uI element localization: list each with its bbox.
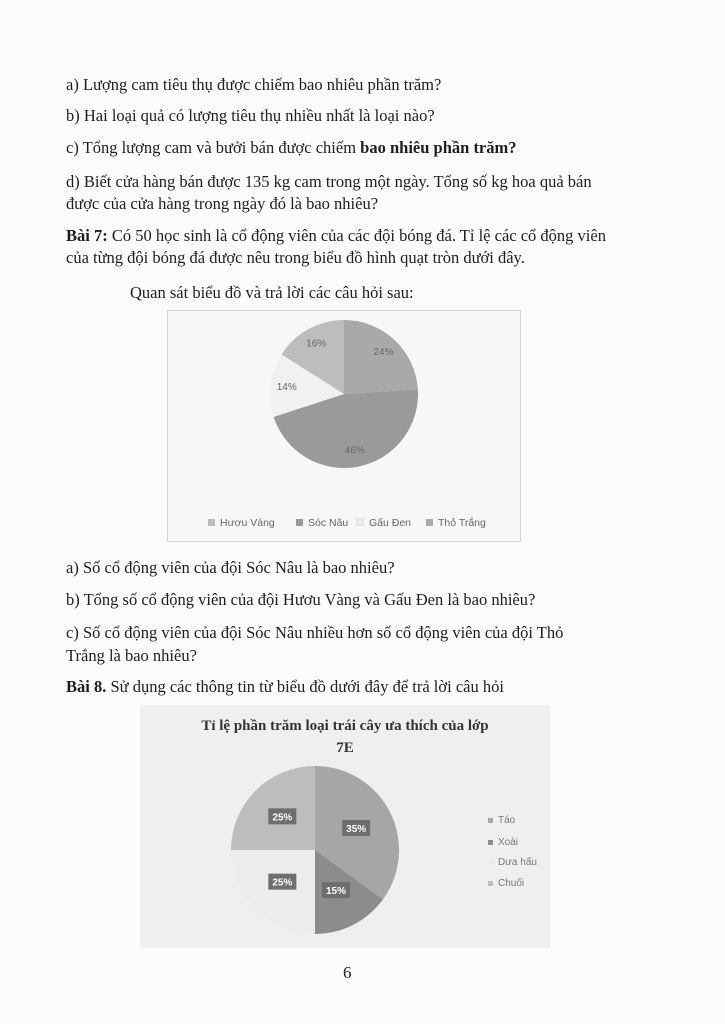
question-c-text: c) Tổng lượng cam và bưởi bán được chiếm [66,138,361,157]
data-label: 35% [346,824,367,836]
data-label: 16% [306,338,327,350]
bai7-line1 [66,226,606,246]
pie-teams-svg [168,311,520,541]
bai8-line [66,677,504,697]
bai7-question-a: a) Số cổ động viên của đội Sóc Nâu là bao nhiêu? [66,558,395,577]
legend-label: Gấu Đen [369,517,412,529]
legend-huou-vang [208,517,275,529]
legend-swatch [488,860,493,865]
data-label: 25% [272,812,293,824]
question-c-bold: bao nhiêu phần trăm? [360,138,517,157]
legend-dua-hau [488,857,537,868]
pie-fruits-svg [140,705,550,948]
legend-swatch [488,881,493,886]
legend-xoai [488,837,518,848]
legend-tao [488,815,515,826]
bai7-line2: của từng đội bóng đá được nêu trong biểu đồ hình quạt tròn dưới đây. [66,248,525,267]
data-label: 25% [272,877,293,889]
legend-chuoi [488,878,524,889]
chart-teams [167,310,521,542]
legend-gau-den [356,517,411,529]
bai7-question-b: b) Tổng số cổ động viên của đội Hươu Vàng và Gấu Đen là bao nhiêu? [66,590,536,609]
chart-title-line2: 7E [336,740,354,756]
data-label: 15% [325,886,346,898]
pie-slice-chuối [231,766,315,850]
data-label: 46% [344,445,365,457]
legend-swatch [488,818,493,823]
legend-label: Dưa hấu [498,857,537,868]
legend-label: Xoài [498,837,519,848]
legend-swatch [296,519,303,526]
bai7-instruction: Quan sát biểu đồ và trả lời các câu hỏi sau: [130,283,414,302]
legend-swatch [208,519,215,526]
pie-slice-dưa-hấu [231,850,315,934]
legend-swatch [488,840,493,845]
question-a-top: a) Lượng cam tiêu thụ được chiếm bao nhiêu phần trăm? [66,75,442,94]
legend-swatch [426,519,433,526]
bai7-intro: Có 50 học sinh là cổ động viên của các đội bóng đá. Tỉ lệ các cổ động viên [107,226,606,245]
chart-title-line1: Tỉ lệ phần trăm loại trái cây ưa thích của lớp [201,718,489,734]
chart-fruits [140,705,550,948]
legend-label: Thỏ Trắng [438,517,486,529]
bai7-question-c-line2: Trắng là bao nhiêu? [66,646,197,665]
bai8-label: Bài 8. [66,677,107,696]
question-d-top-line1: d) Biết cửa hàng bán được 135 kg cam trong một ngày. Tổng số kg hoa quả bán [66,172,592,191]
question-b-top: b) Hai loại quả có lượng tiêu thụ nhiều nhất là loại nào? [66,106,435,125]
legend-soc-nau [296,517,348,529]
question-c-top [66,138,517,158]
legend-label: Sóc Nâu [308,517,349,529]
bai7-question-c-line1: c) Số cổ động viên của đội Sóc Nâu nhiều hơn số cổ động viên của đội Thỏ [66,623,564,642]
legend-label: Hươu Vàng [220,517,275,529]
data-label: 24% [373,346,394,358]
data-label: 14% [276,381,297,393]
legend-tho-trang [426,517,486,529]
legend-swatch [356,518,364,526]
question-d-top-line2: được của cửa hàng trong ngày đó là bao nhiêu? [66,194,379,213]
legend-label: Táo [498,815,516,826]
bai8-text: Sử dụng các thông tin từ biểu đồ dưới đây để trả lời câu hỏi [106,677,504,696]
page-number: 6 [343,963,352,982]
bai7-label: Bài 7: [66,226,108,245]
legend-label: Chuối [498,878,525,889]
